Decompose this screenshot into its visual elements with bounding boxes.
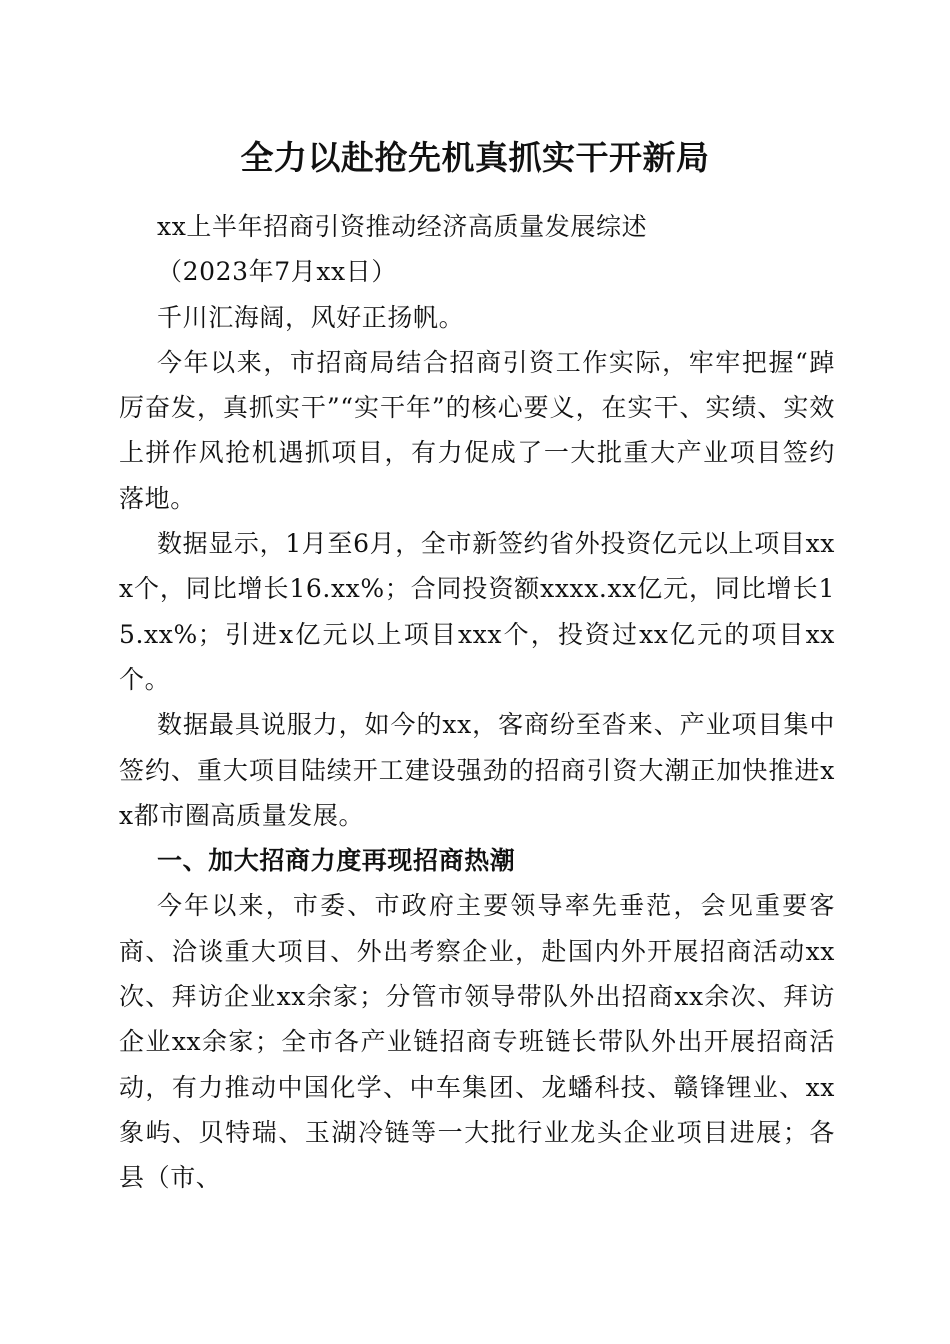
paragraph: 数据最具说服力，如今的xx，客商纷至沓来、产业项目集中签约、重大项目陆续开工建设强劲的招商引资大潮正加快推进xx都市圈高质量发展。	[119, 710, 835, 830]
section-heading: 一、加大招商力度再现招商热潮	[157, 846, 516, 876]
document-title: 全力以赴抢先机真抓实干开新局	[240, 138, 710, 177]
paragraph: 千川汇海阔，风好正扬帆。	[157, 302, 465, 332]
paragraph: 数据显示，1月至6月，全市新签约省外投资亿元以上项目xxx个，同比增长16.xx%；合同投资额xxxx.xx亿元，同比增长15.xx%；引进x亿元以上项目xxx个，投资过xx亿元的项目xx个。	[119, 529, 835, 694]
document-subtitle: xx上半年招商引资推动经济高质量发展综述	[157, 212, 648, 241]
section-paragraph: 今年以来，市委、市政府主要领导率先垂范，会见重要客商、洽谈重大项目、外出考察企业，赴国内外开展招商活动xx次、拜访企业xx余家；分管市领导带队外出招商xx余次、拜访企业xx余家；全市各产业链招商专班链长带队外出开展招商活动，有力推动中国化学、中车集团、龙蟠科技、赣锋锂业、xx象屿、贝特瑞、玉湖冷链等一大批行业龙头企业项目进展；各县（市、	[119, 891, 835, 1193]
document-date: （2023年7月xx日）	[157, 257, 397, 287]
paragraph: 今年以来，市招商局结合招商引资工作实际，牢牢把握“踔厉奋发，真抓实干”“实干年”的核心要义，在实干、实绩、实效上拼作风抢机遇抓项目，有力促成了一大批重大产业项目签约落地。	[119, 347, 835, 513]
document-body	[119, 204, 835, 1201]
